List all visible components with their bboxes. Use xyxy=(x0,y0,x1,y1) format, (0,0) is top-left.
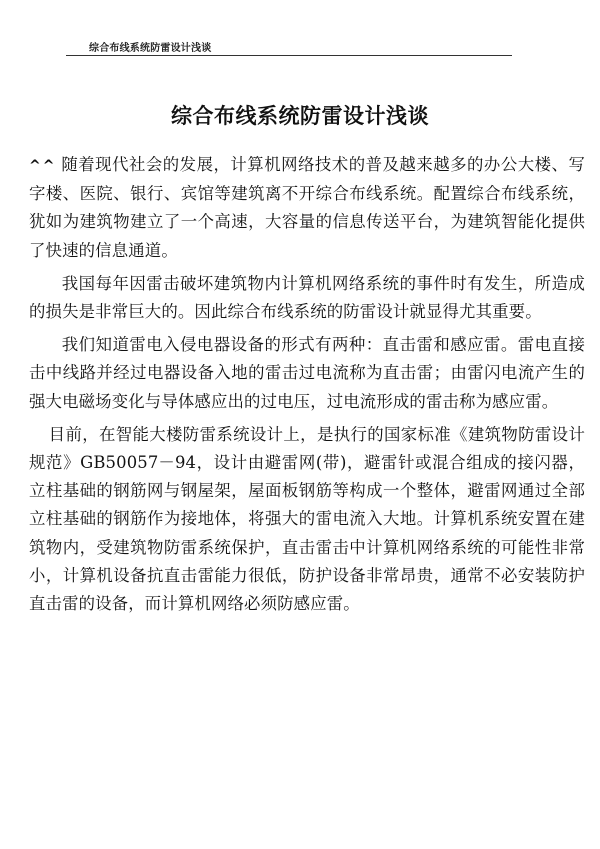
document-title: 综合布线系统防雷设计浅谈 xyxy=(171,104,429,128)
running-header: 综合布线系统防雷设计浅谈 xyxy=(89,43,212,54)
paragraph-1 xyxy=(29,151,585,265)
header-rule xyxy=(66,55,512,56)
paragraph-1-text: 随着现代社会的发展，计算机网络技术的普及越来越多的办公大楼、写字楼、医院、银行、宾馆等建筑离不开综合布线系统。配置综合布线系统，犹如为建筑物建立了一个高速，大容量的信息传送平台，为建筑智能化提供了快速的信息通道。 xyxy=(29,155,585,260)
document-body xyxy=(29,151,585,623)
lead-mark: ^^ xyxy=(29,158,57,174)
paragraph-4: 目前，在智能大楼防雷系统设计上，是执行的国家标准《建筑物防雷设计规范》GB50057－94，设计由避雷网(带)，避雷针或混合组成的接闪器，立柱基础的钢筋网与钢屋架，屋面板钢筋等构成一个整体，避雷网通过全部立柱基础的钢筋作为接地体，将强大的雷电流入大地。计算机系统安置在建筑物内，受建筑物防雷系统保护，直击雷击中计算机网络系统的可能性非常小，计算机设备抗直击雷能力很低，防护设备非常昂贵，通常不必安装防护直击雷的设备，而计算机网络必须防感应雷。 xyxy=(29,424,585,614)
paragraph-2: 我国每年因雷击破坏建筑物内计算机网络系统的事件时有发生，所造成的损失是非常巨大的。因此综合布线系统的防雷设计就显得尤其重要。 xyxy=(29,273,585,322)
paragraph-3: 我们知道雷电入侵电器设备的形式有两种：直击雷和感应雷。雷电直接击中线路并经过电器设备入地的雷击过电流称为直击雷；由雷闪电流产生的强大电磁场变化与导体感应出的过电压，过电流形成的雷击称为感应雷。 xyxy=(29,335,585,411)
